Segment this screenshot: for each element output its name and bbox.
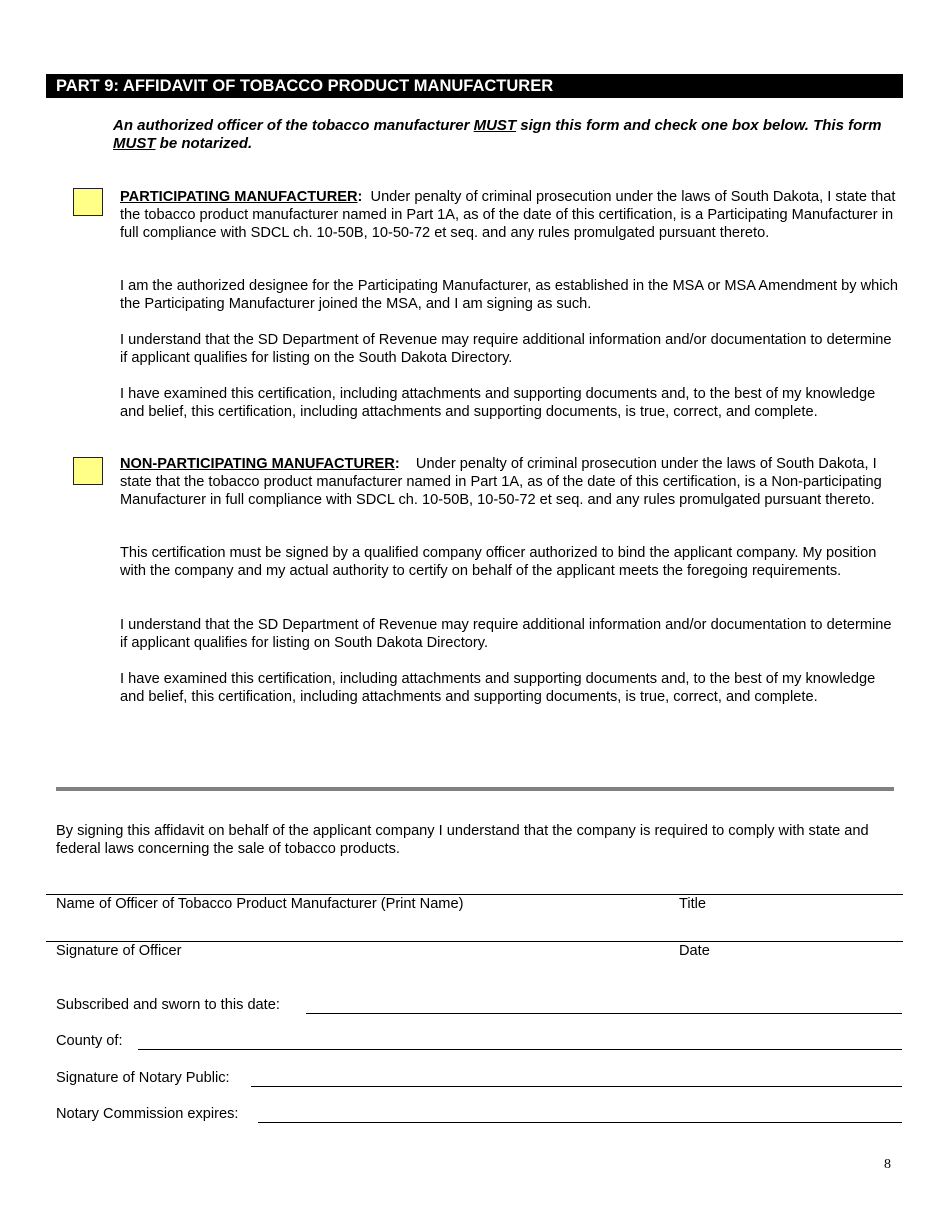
non-participating-info-text: I understand that the SD Department of Revenue may require additional information and/or documentation to determine if applicant qualifies for listing on South Dakota Directory. bbox=[120, 617, 892, 651]
participating-checkbox[interactable] bbox=[73, 188, 103, 216]
page-number: 8 bbox=[884, 1157, 891, 1172]
subscribed-label: Subscribed and sworn to this date: bbox=[56, 997, 280, 1013]
date-label: Date bbox=[679, 943, 710, 959]
non-participating-statement: NON-PARTICIPATING MANUFACTURER: Under penalty of criminal prosecution under the laws of South Dakota, I state that the tobacco product manufacturer named in Part 1A, as of the date of this certification, is a Non-participating Manufacturer in full compliance with SDCL ch. 10-50B, 10-50-72 et seq. and any rules promulgated pursuant thereto. bbox=[120, 456, 886, 508]
county-label: County of: bbox=[56, 1033, 123, 1049]
part-header bbox=[46, 74, 903, 98]
notary-signature-label: Signature of Notary Public: bbox=[56, 1070, 230, 1086]
non-participating-checkbox[interactable] bbox=[73, 457, 103, 485]
signing-statement: By signing this affidavit on behalf of the applicant company I understand that the company is required to comply with state and federal laws concerning the sale of tobacco products. bbox=[56, 823, 869, 857]
part-title: PART 9: AFFIDAVIT OF TOBACCO PRODUCT MANUFACTURER bbox=[56, 77, 554, 95]
commission-expires-field[interactable] bbox=[258, 1122, 902, 1123]
participating-designee-text: I am the authorized designee for the Participating Manufacturer, as established in the MSA or MSA Amendment by which the Participating Manufacturer joined the MSA, and I am signing as such. bbox=[120, 278, 898, 312]
section-divider bbox=[56, 787, 894, 791]
participating-statement: PARTICIPATING MANUFACTURER: Under penalty of criminal prosecution under the laws of South Dakota, I state that the tobacco product manufacturer named in Part 1A, as of the date of this certification, is a Participating Manufacturer in full compliance with SDCL ch. 10-50B, 10-50-72 et seq. and any rules promulgated pursuant thereto. bbox=[120, 189, 900, 241]
county-field[interactable] bbox=[138, 1049, 902, 1050]
participating-heading: PARTICIPATING MANUFACTURER bbox=[120, 189, 358, 205]
instruction-text: An authorized officer of the tobacco manufacturer MUST sign this form and check one box below. This form MUST be notarized. bbox=[113, 117, 882, 152]
non-participating-heading: NON-PARTICIPATING MANUFACTURER bbox=[120, 456, 395, 472]
subscribed-date-field[interactable] bbox=[306, 1013, 902, 1014]
non-participating-examined-text: I have examined this certification, including attachments and supporting documents and, to the best of my knowledge and belief, this certification, including attachments and supporting documents, is true, correct, and complete. bbox=[120, 671, 876, 705]
notary-signature-field[interactable] bbox=[251, 1086, 902, 1087]
commission-expires-label: Notary Commission expires: bbox=[56, 1106, 239, 1122]
title-label: Title bbox=[679, 896, 707, 912]
participating-examined-text: I have examined this certification, including attachments and supporting documents and, to the best of my knowledge and belief, this certification, including attachments and supporting documents, is true, correct, and complete. bbox=[120, 386, 876, 420]
officer-signature-label: Signature of Officer bbox=[56, 943, 182, 959]
non-participating-authority-text: This certification must be signed by a qualified company officer authorized to bind the applicant company. My position with the company and my actual authority to certify on behalf of the applicant meets the foregoing requirements. bbox=[120, 545, 877, 579]
officer-name-label: Name of Officer of Tobacco Product Manufacturer (Print Name) bbox=[56, 896, 464, 912]
participating-info-text: I understand that the SD Department of Revenue may require additional information and/or documentation to determine if applicant qualifies for listing on the South Dakota Directory. bbox=[120, 332, 892, 366]
